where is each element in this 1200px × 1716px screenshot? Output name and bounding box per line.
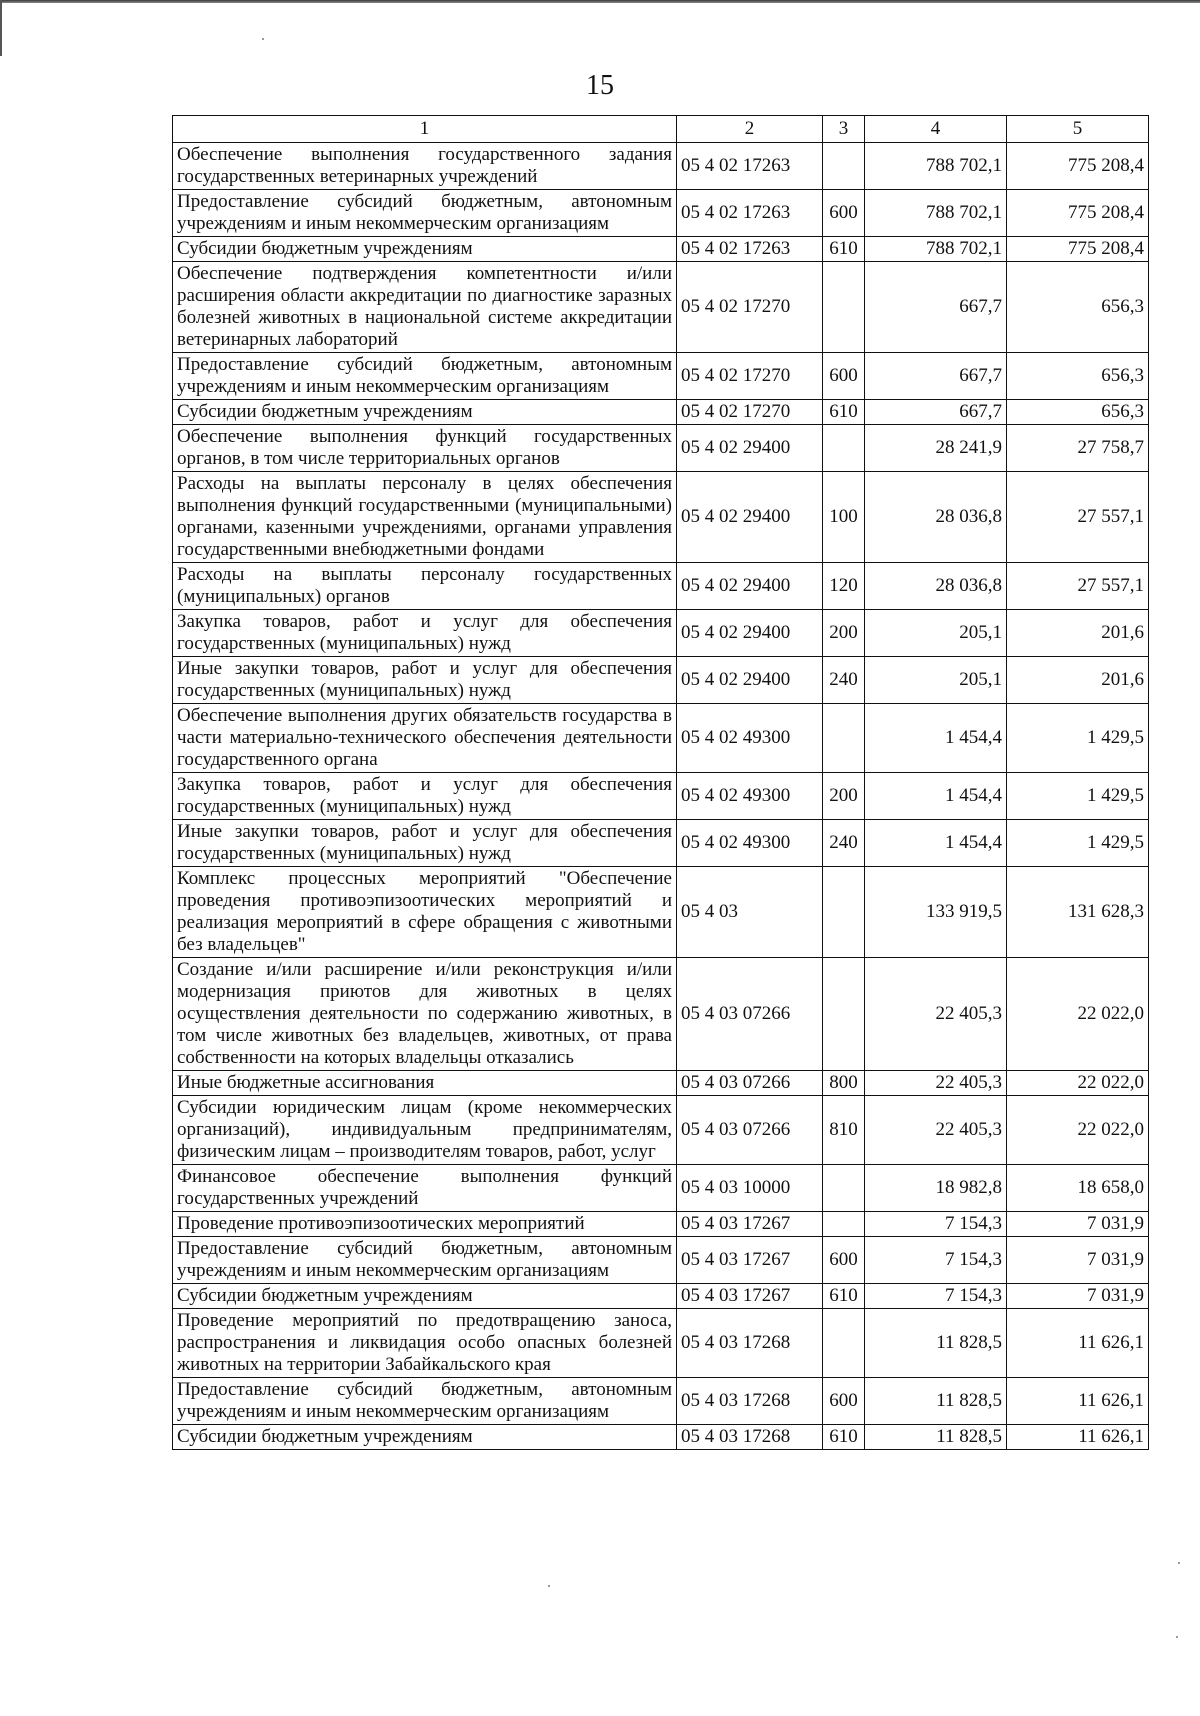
row-value-col4-cell: 1 454,4 (865, 704, 1007, 773)
row-expense-type-cell: 800 (823, 1071, 865, 1096)
row-expense-type-cell: 600 (823, 353, 865, 400)
row-code-cell: 05 4 02 29400 (677, 563, 823, 610)
row-name-cell: Создание и/или расширение и/или реконструкция и/или модернизация приютов для животных в целях осуществления деятельности по содержанию животных, в том числе животных без владельцев, животных, от права собственности на которых владельцы отказались (173, 958, 677, 1071)
header-col-3: 3 (823, 116, 865, 143)
table-body (173, 143, 1149, 1450)
table-row (173, 190, 1149, 237)
row-code-cell: 05 4 03 07266 (677, 1071, 823, 1096)
table-row (173, 1237, 1149, 1284)
row-name-cell: Проведение мероприятий по предотвращению заноса, распространения и ликвидация особо опасных болезней животных на территории Забайкальского края (173, 1309, 677, 1378)
row-value-col5-cell: 18 658,0 (1007, 1165, 1149, 1212)
row-value-col5-cell: 201,6 (1007, 610, 1149, 657)
row-name-cell: Обеспечение выполнения государственного задания государственных ветеринарных учреждений (173, 143, 677, 190)
row-expense-type-cell (823, 143, 865, 190)
row-value-col4-cell: 1 454,4 (865, 820, 1007, 867)
page-number: 15 (586, 70, 614, 101)
row-code-cell: 05 4 02 29400 (677, 610, 823, 657)
row-value-col5-cell: 22 022,0 (1007, 1096, 1149, 1165)
row-code-cell: 05 4 03 07266 (677, 958, 823, 1071)
row-value-col4-cell: 788 702,1 (865, 237, 1007, 262)
row-value-col5-cell: 27 557,1 (1007, 563, 1149, 610)
row-value-col4-cell: 7 154,3 (865, 1284, 1007, 1309)
row-code-cell: 05 4 02 17263 (677, 237, 823, 262)
row-expense-type-cell: 610 (823, 237, 865, 262)
row-value-col5-cell: 201,6 (1007, 657, 1149, 704)
row-value-col5-cell: 7 031,9 (1007, 1212, 1149, 1237)
table-row (173, 1071, 1149, 1096)
row-value-col5-cell: 22 022,0 (1007, 1071, 1149, 1096)
row-value-col5-cell: 1 429,5 (1007, 820, 1149, 867)
row-expense-type-cell: 200 (823, 610, 865, 657)
scan-speck (548, 1585, 550, 1587)
row-value-col4-cell: 28 241,9 (865, 425, 1007, 472)
row-expense-type-cell (823, 1165, 865, 1212)
row-expense-type-cell (823, 704, 865, 773)
header-col-4: 4 (865, 116, 1007, 143)
row-code-cell: 05 4 03 (677, 867, 823, 958)
row-code-cell: 05 4 02 29400 (677, 472, 823, 563)
row-value-col4-cell: 7 154,3 (865, 1212, 1007, 1237)
row-expense-type-cell (823, 1309, 865, 1378)
scan-edge-left (0, 0, 2, 56)
table-row (173, 1425, 1149, 1450)
row-name-cell: Предоставление субсидий бюджетным, автономным учреждениям и иным некоммерческим организациям (173, 1378, 677, 1425)
row-expense-type-cell (823, 425, 865, 472)
table-row (173, 657, 1149, 704)
row-value-col4-cell: 1 454,4 (865, 773, 1007, 820)
scan-speck (262, 38, 264, 40)
row-expense-type-cell: 600 (823, 1378, 865, 1425)
row-expense-type-cell: 610 (823, 1425, 865, 1450)
row-name-cell: Закупка товаров, работ и услуг для обеспечения государственных (муниципальных) нужд (173, 610, 677, 657)
row-value-col5-cell: 656,3 (1007, 353, 1149, 400)
row-name-cell: Предоставление субсидий бюджетным, автономным учреждениям и иным некоммерческим организациям (173, 1237, 677, 1284)
row-name-cell: Расходы на выплаты персоналу в целях обеспечения выполнения функций государственными (муниципальными) органами, казенными учреждениями, органами управления государственными внебюджетными фондами (173, 472, 677, 563)
table-row (173, 400, 1149, 425)
row-expense-type-cell: 610 (823, 400, 865, 425)
table-row (173, 1378, 1149, 1425)
row-expense-type-cell: 610 (823, 1284, 865, 1309)
table-row (173, 1096, 1149, 1165)
row-code-cell: 05 4 02 29400 (677, 425, 823, 472)
row-value-col5-cell: 1 429,5 (1007, 773, 1149, 820)
row-value-col5-cell: 775 208,4 (1007, 190, 1149, 237)
row-name-cell: Иные закупки товаров, работ и услуг для обеспечения государственных (муниципальных) нужд (173, 820, 677, 867)
row-code-cell: 05 4 03 17268 (677, 1378, 823, 1425)
row-code-cell: 05 4 03 17267 (677, 1212, 823, 1237)
row-value-col4-cell: 28 036,8 (865, 472, 1007, 563)
row-value-col5-cell: 11 626,1 (1007, 1425, 1149, 1450)
row-value-col4-cell: 667,7 (865, 400, 1007, 425)
row-name-cell: Субсидии бюджетным учреждениям (173, 400, 677, 425)
row-value-col5-cell: 7 031,9 (1007, 1284, 1149, 1309)
header-col-5: 5 (1007, 116, 1149, 143)
row-code-cell: 05 4 02 29400 (677, 657, 823, 704)
row-expense-type-cell: 120 (823, 563, 865, 610)
table-row (173, 425, 1149, 472)
table-row (173, 867, 1149, 958)
row-value-col4-cell: 205,1 (865, 657, 1007, 704)
row-value-col5-cell: 22 022,0 (1007, 958, 1149, 1071)
row-expense-type-cell: 600 (823, 1237, 865, 1284)
table-row (173, 563, 1149, 610)
table-row (173, 773, 1149, 820)
row-name-cell: Субсидии юридическим лицам (кроме некоммерческих организаций), индивидуальным предпринимателям, физическим лицам – производителям товаров, работ, услуг (173, 1096, 677, 1165)
row-value-col4-cell: 11 828,5 (865, 1425, 1007, 1450)
row-value-col4-cell: 205,1 (865, 610, 1007, 657)
row-code-cell: 05 4 02 17270 (677, 262, 823, 353)
row-expense-type-cell (823, 958, 865, 1071)
table-row (173, 143, 1149, 190)
table-row (173, 262, 1149, 353)
row-name-cell: Субсидии бюджетным учреждениям (173, 1284, 677, 1309)
row-expense-type-cell: 240 (823, 657, 865, 704)
row-expense-type-cell (823, 867, 865, 958)
row-name-cell: Расходы на выплаты персоналу государственных (муниципальных) органов (173, 563, 677, 610)
row-value-col4-cell: 667,7 (865, 262, 1007, 353)
table-row (173, 704, 1149, 773)
table-row (173, 1165, 1149, 1212)
row-value-col5-cell: 11 626,1 (1007, 1309, 1149, 1378)
table-row (173, 472, 1149, 563)
row-value-col5-cell: 1 429,5 (1007, 704, 1149, 773)
row-expense-type-cell: 810 (823, 1096, 865, 1165)
row-code-cell: 05 4 02 17263 (677, 190, 823, 237)
table-row (173, 820, 1149, 867)
table-row (173, 237, 1149, 262)
scan-speck (1176, 1636, 1178, 1638)
table-row (173, 353, 1149, 400)
header-col-2: 2 (677, 116, 823, 143)
row-name-cell: Иные закупки товаров, работ и услуг для обеспечения государственных (муниципальных) нужд (173, 657, 677, 704)
row-name-cell: Обеспечение подтверждения компетентности и/или расширения области аккредитации по диагностике заразных болезней животных в национальной системе аккредитации ветеринарных лабораторий (173, 262, 677, 353)
row-value-col5-cell: 775 208,4 (1007, 143, 1149, 190)
row-expense-type-cell: 600 (823, 190, 865, 237)
row-name-cell: Предоставление субсидий бюджетным, автономным учреждениям и иным некоммерческим организациям (173, 190, 677, 237)
row-name-cell: Иные бюджетные ассигнования (173, 1071, 677, 1096)
row-expense-type-cell (823, 1212, 865, 1237)
row-code-cell: 05 4 02 17270 (677, 353, 823, 400)
row-expense-type-cell: 200 (823, 773, 865, 820)
row-value-col4-cell: 133 919,5 (865, 867, 1007, 958)
row-code-cell: 05 4 03 07266 (677, 1096, 823, 1165)
row-value-col4-cell: 788 702,1 (865, 143, 1007, 190)
row-value-col5-cell: 27 758,7 (1007, 425, 1149, 472)
row-name-cell: Обеспечение выполнения других обязательств государства в части материально-технического обеспечения деятельности государственного органа (173, 704, 677, 773)
row-value-col5-cell: 656,3 (1007, 400, 1149, 425)
row-value-col4-cell: 28 036,8 (865, 563, 1007, 610)
row-value-col5-cell: 27 557,1 (1007, 472, 1149, 563)
row-value-col4-cell: 11 828,5 (865, 1309, 1007, 1378)
row-name-cell: Субсидии бюджетным учреждениям (173, 1425, 677, 1450)
table-row (173, 1212, 1149, 1237)
scan-edge-top (0, 0, 1200, 3)
row-code-cell: 05 4 02 49300 (677, 820, 823, 867)
row-value-col5-cell: 656,3 (1007, 262, 1149, 353)
row-code-cell: 05 4 02 49300 (677, 704, 823, 773)
row-name-cell: Субсидии бюджетным учреждениям (173, 237, 677, 262)
row-value-col4-cell: 788 702,1 (865, 190, 1007, 237)
row-value-col4-cell: 667,7 (865, 353, 1007, 400)
row-code-cell: 05 4 02 49300 (677, 773, 823, 820)
row-value-col5-cell: 775 208,4 (1007, 237, 1149, 262)
table-row (173, 1309, 1149, 1378)
row-code-cell: 05 4 03 17268 (677, 1309, 823, 1378)
row-expense-type-cell: 240 (823, 820, 865, 867)
row-value-col4-cell: 22 405,3 (865, 1096, 1007, 1165)
row-code-cell: 05 4 02 17270 (677, 400, 823, 425)
budget-table (172, 115, 1149, 1450)
row-expense-type-cell: 100 (823, 472, 865, 563)
table-row (173, 610, 1149, 657)
row-code-cell: 05 4 03 17267 (677, 1284, 823, 1309)
table-row (173, 1284, 1149, 1309)
row-name-cell: Проведение противоэпизоотических мероприятий (173, 1212, 677, 1237)
row-code-cell: 05 4 03 10000 (677, 1165, 823, 1212)
row-value-col5-cell: 131 628,3 (1007, 867, 1149, 958)
row-value-col4-cell: 11 828,5 (865, 1378, 1007, 1425)
row-name-cell: Финансовое обеспечение выполнения функций государственных учреждений (173, 1165, 677, 1212)
row-code-cell: 05 4 03 17267 (677, 1237, 823, 1284)
table-row (173, 958, 1149, 1071)
row-value-col4-cell: 22 405,3 (865, 958, 1007, 1071)
row-name-cell: Закупка товаров, работ и услуг для обеспечения государственных (муниципальных) нужд (173, 773, 677, 820)
row-code-cell: 05 4 02 17263 (677, 143, 823, 190)
row-value-col5-cell: 7 031,9 (1007, 1237, 1149, 1284)
row-value-col4-cell: 7 154,3 (865, 1237, 1007, 1284)
row-value-col4-cell: 22 405,3 (865, 1071, 1007, 1096)
row-name-cell: Предоставление субсидий бюджетным, автономным учреждениям и иным некоммерческим организациям (173, 353, 677, 400)
header-col-1: 1 (173, 116, 677, 143)
scan-speck (1178, 1562, 1180, 1564)
row-value-col5-cell: 11 626,1 (1007, 1378, 1149, 1425)
row-expense-type-cell (823, 262, 865, 353)
row-value-col4-cell: 18 982,8 (865, 1165, 1007, 1212)
row-code-cell: 05 4 03 17268 (677, 1425, 823, 1450)
row-name-cell: Обеспечение выполнения функций государственных органов, в том числе территориальных органов (173, 425, 677, 472)
header-row (173, 116, 1149, 143)
row-name-cell: Комплекс процессных мероприятий "Обеспечение проведения противоэпизоотических мероприятий и реализация мероприятий в сфере обращения с животными без владельцев" (173, 867, 677, 958)
